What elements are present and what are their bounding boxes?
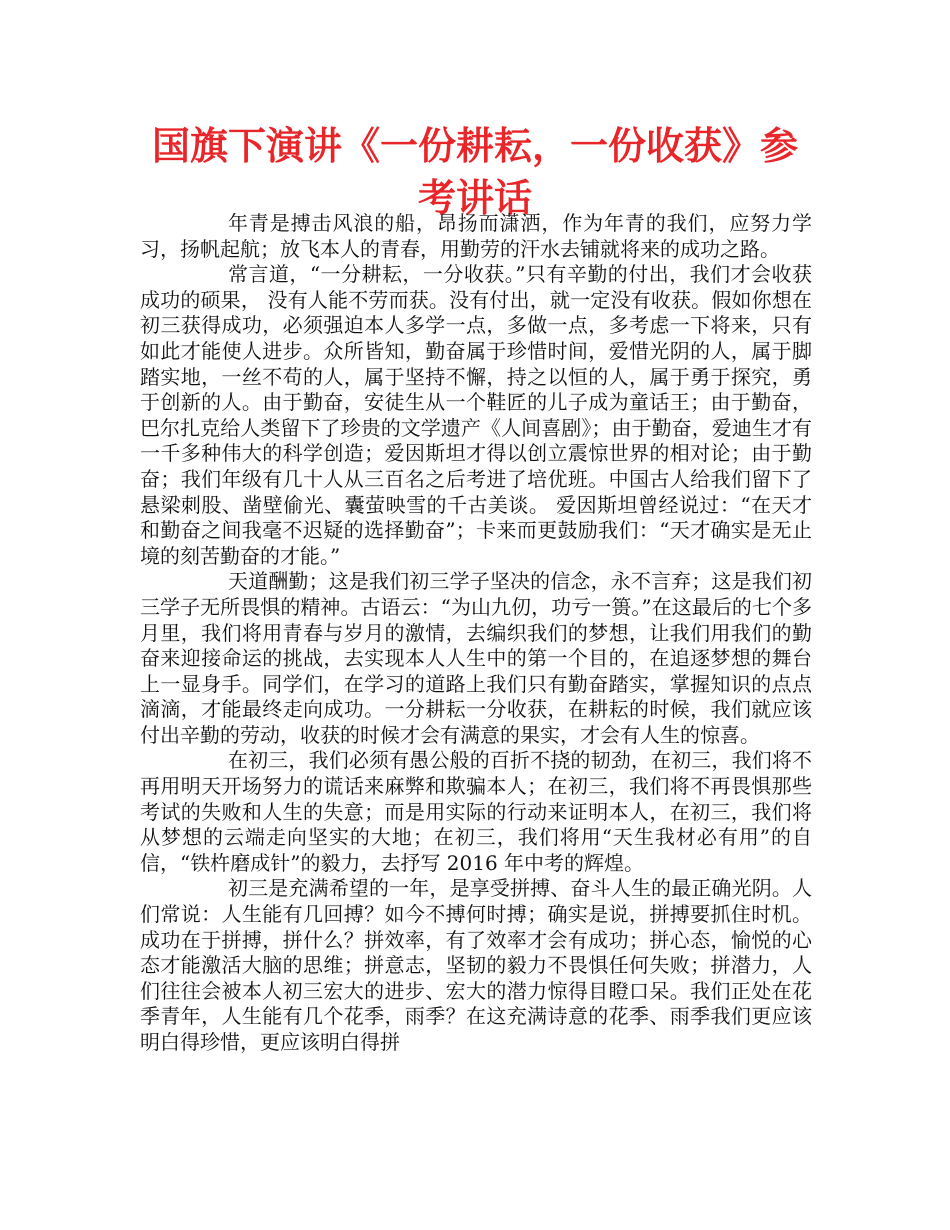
paragraph: 年青是搏击风浪的船，昂扬而潇洒，作为年青的我们，应努力学习，扬帆起航；放飞本人的青春，用勤劳的汗水去铺就将来的成功之路。 — [140, 211, 812, 261]
paragraph: 天道酬勤；这是我们初三学子坚决的信念，永不言弃；这是我们初三学子无所畏惧的精神。古语云：“为山九仞，功亏一篑。”在这最后的七个多月里，我们将用青春与岁月的激情，去编织我们的梦想，让我们用我们的勤奋来迎接命运的挑战，去实现本人人生中的第一个目的，在追逐梦想的舞台上一显身手。同学们，在学习的道路上我们只有勤奋踏实，掌握知识的点点滴滴，才能最终走向成功。一分耕耘一分收获，在耕耘的时候，我们就应该付出辛勤的劳动，收获的时候才会有满意的果实，才会有人生的惊喜。 — [140, 569, 812, 747]
document-title: 国旗下演讲《一份耕耘，一份收获》参考讲话 — [151, 124, 798, 220]
paragraph: 初三是充满希望的一年，是享受拼搏、奋斗人生的最正确光阴。人们常说：人生能有几回搏？如今不搏何时搏；确实是说，拼搏要抓住时机。成功在于拼搏，拼什么？拼效率，有了效率才会有成功；拼心态，愉悦的心态才能激活大脑的思维；拼意志，坚韧的毅力不畏惧任何失败；拼潜力，人们往往会被本人初三宏大的进步、宏大的潜力惊得目瞪口呆。我们正处在花季青年，人生能有几个花季，雨季？在这充满诗意的花季、雨季我们更应该明白得珍惜，更应该明白得拼 — [140, 876, 812, 1054]
paragraph: 常言道，“一分耕耘，一分收获。”只有辛勤的付出，我们才会收获成功的硕果， 没有人能不劳而获。没有付出，就一定没有收获。假如你想在初三获得成功，必须强迫本人多学一点，多做一点，多考虑一下将来，只有如此才能使人进步。众所皆知，勤奋属于珍惜时间，爱惜光阴的人，属于脚踏实地，一丝不苟的人，属于坚持不懈，持之以恒的人，属于勇于探究，勇于创新的人。由于勤奋，安徒生从一个鞋匠的儿子成为童话王；由于勤奋，巴尔扎克给人类留下了珍贵的文学遗产《人间喜剧》；由于勤奋，爱迪生才有一千多种伟大的科学创造；爱因斯坦才得以创立震惊世界的相对论；由于勤奋；我们年级有几十人从三百名之后考进了培优班。中国古人给我们留下了悬梁刺股、凿壁偷光、囊萤映雪的千古美谈。 爱因斯坦曾经说过：“在天才和勤奋之间我毫不迟疑的选择勤奋”；卡来而更鼓励我们：“天才确实是无止境的刻苦勤奋的才能。” — [140, 262, 812, 568]
paragraph: 在初三，我们必须有愚公般的百折不挠的韧劲，在初三，我们将不再用明天开场努力的谎话来麻弊和欺骗本人；在初三，我们将不再畏惧那些考试的失败和人生的失意；而是用实际的行动来证明本人，在初三，我们将从梦想的云端走向坚实的大地；在初三，我们将用“天生我材必有用”的自信，“铁杵磨成针”的毅力，去抒写 2016 年中考的辉煌。 — [140, 748, 812, 875]
document-body — [140, 211, 812, 1056]
